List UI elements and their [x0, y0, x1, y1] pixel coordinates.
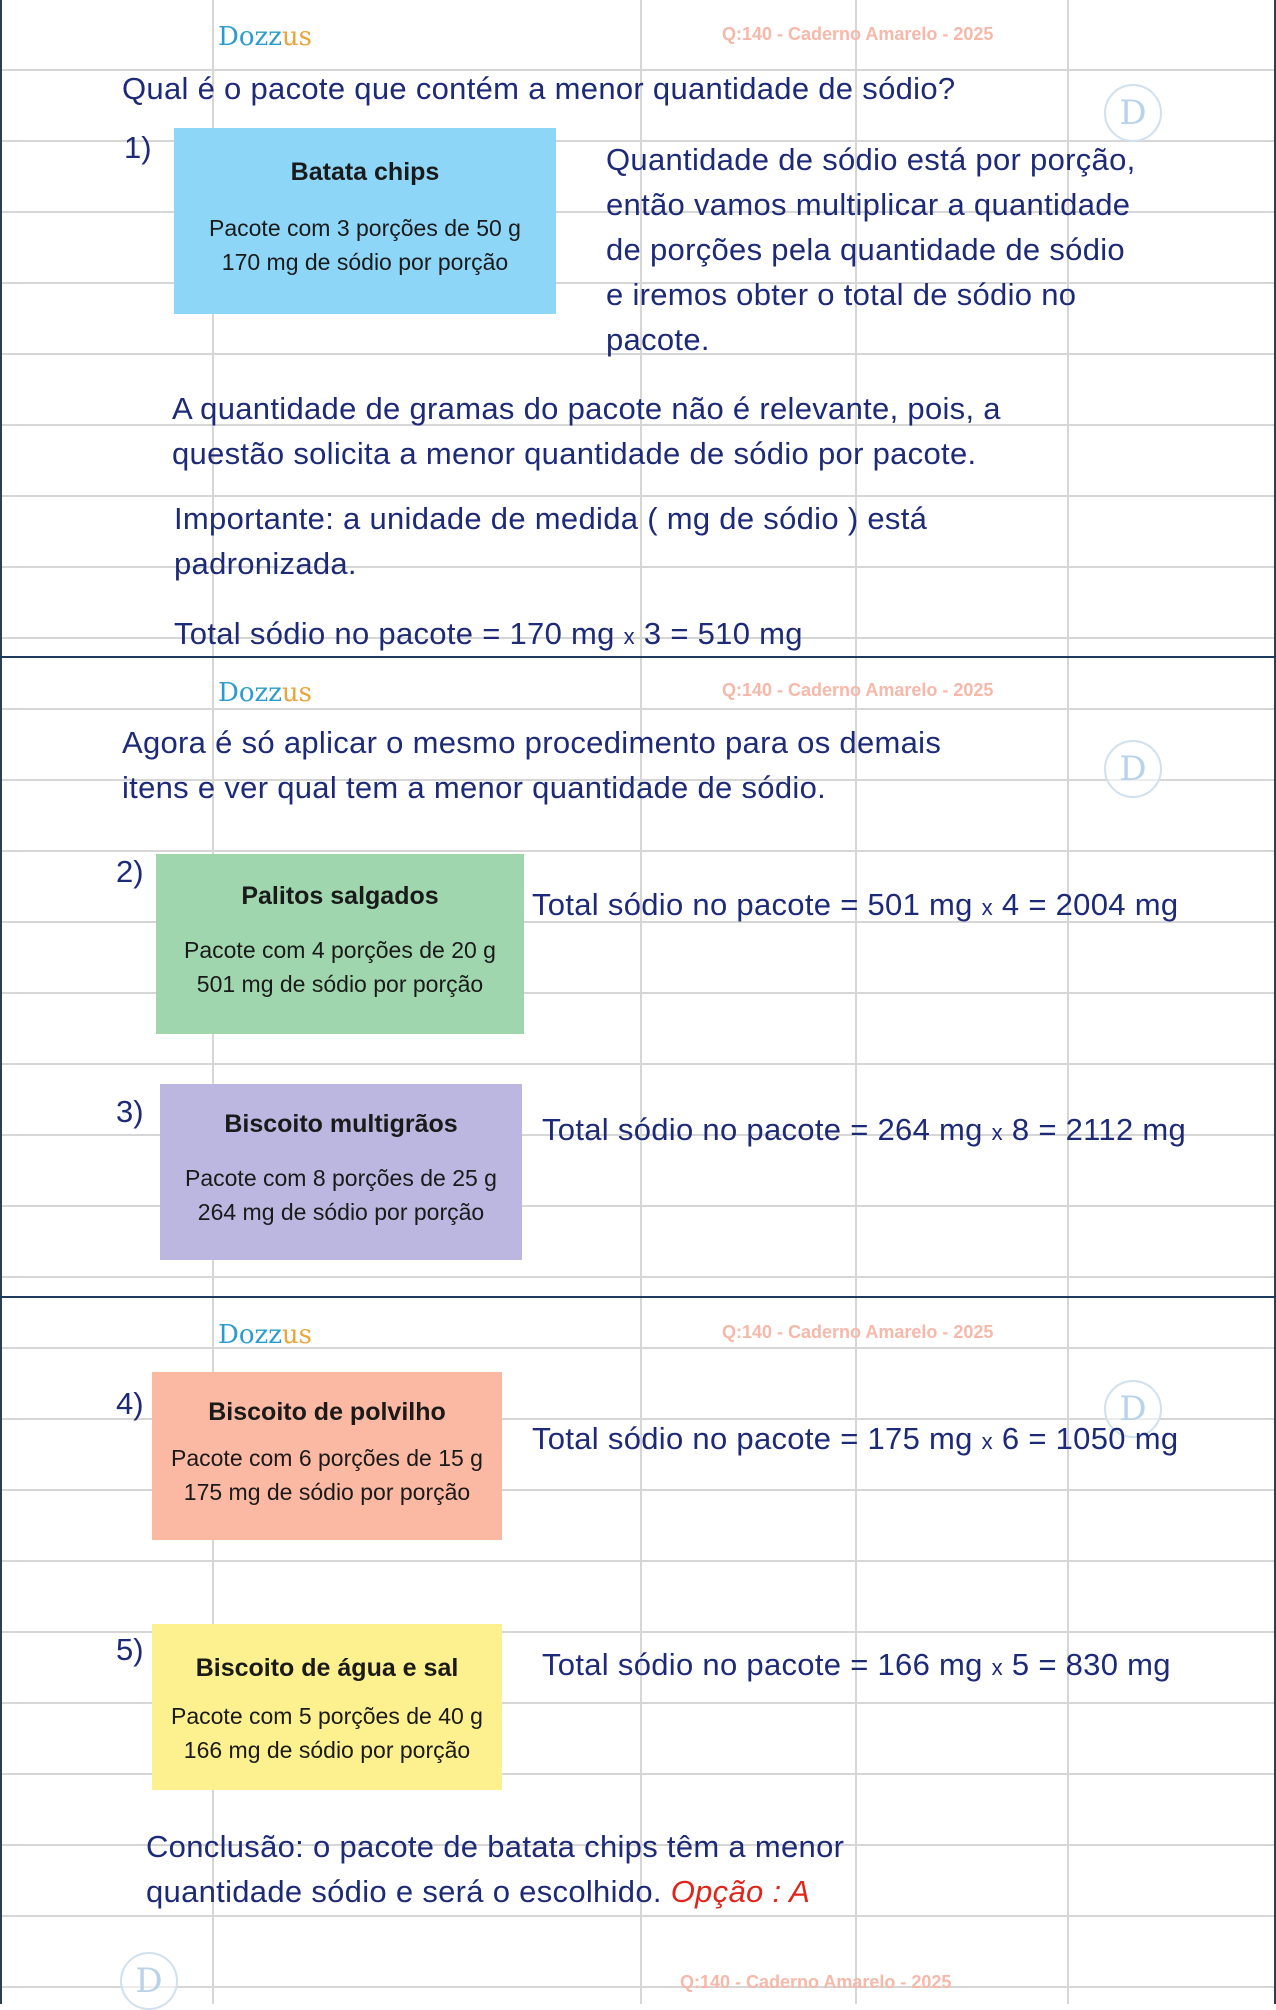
- card-palitos-salgados: [156, 854, 524, 1034]
- note-unit: [174, 496, 927, 586]
- explanation-line: Quantidade de sódio está por porção,: [606, 142, 1136, 177]
- total-sodium-1: Total sódio no pacote = 170 mg x 3 = 510 mg: [174, 616, 803, 651]
- explanation-line: então vamos multiplicar a quantidade: [606, 187, 1131, 222]
- conclusion-text: [146, 1824, 844, 1914]
- intro-line: itens e ver qual tem a menor quantidade de sódio.: [122, 770, 827, 805]
- section-separator: [0, 656, 1276, 658]
- explanation-line: de porções pela quantidade de sódio: [606, 232, 1125, 267]
- card-title: Biscoito multigrãos: [224, 1110, 458, 1138]
- section-separator: [0, 1296, 1276, 1298]
- brand-logo-text: Dozzus: [218, 22, 312, 52]
- d-watermark-icon: D: [1104, 740, 1162, 798]
- note-line: A quantidade de gramas do pacote não é relevante, pois, a: [172, 391, 1001, 426]
- item-number-2: 2): [116, 854, 144, 889]
- conclusion-line: Conclusão: o pacote de batata chips têm a menor: [146, 1829, 845, 1864]
- d-watermark-icon: D: [1104, 1380, 1162, 1438]
- brand-logo-text: Dozzus: [218, 1320, 312, 1350]
- item-number-5: 5): [116, 1632, 144, 1667]
- question-reference: Q:140 - Caderno Amarelo - 2025: [722, 24, 994, 44]
- total-sodium-2: Total sódio no pacote = 501 mg x 4 = 2004 mg: [532, 887, 1179, 922]
- question-text: Qual é o pacote que contém a menor quantidade de sódio?: [122, 71, 956, 106]
- card-portions: Pacote com 6 porções de 15 g: [171, 1445, 483, 1471]
- card-batata-chips: [174, 128, 556, 314]
- item-number-3: 3): [116, 1094, 144, 1129]
- question-reference: Q:140 - Caderno Amarelo - 2025: [722, 1322, 994, 1342]
- d-watermark-icon: D: [120, 1952, 178, 2010]
- card-biscoito-agua-sal: [152, 1624, 502, 1790]
- item-number-4: 4): [116, 1386, 144, 1421]
- card-portions: Pacote com 4 porções de 20 g: [184, 937, 496, 963]
- card-title: Biscoito de água e sal: [195, 1654, 459, 1682]
- card-title: Palitos salgados: [241, 882, 439, 910]
- card-title: Biscoito de polvilho: [208, 1398, 446, 1426]
- intro-text: [122, 720, 941, 810]
- explanation-line: pacote.: [606, 322, 710, 357]
- note-line: questão solicita a menor quantidade de sódio por pacote.: [172, 436, 977, 471]
- card-title: Batata chips: [290, 158, 440, 186]
- card-sodium: 175 mg de sódio por porção: [183, 1479, 471, 1505]
- card-sodium: 501 mg de sódio por porção: [196, 971, 484, 997]
- answer-option: Opção : A: [670, 1874, 811, 1909]
- intro-line: Agora é só aplicar o mesmo procedimento para os demais: [122, 725, 942, 760]
- explanation-line: e iremos obter o total de sódio no: [606, 277, 1077, 312]
- note-line: padronizada.: [174, 546, 357, 581]
- question-reference: Q:140 - Caderno Amarelo - 2025: [722, 680, 994, 700]
- card-sodium: 264 mg de sódio por porção: [197, 1199, 485, 1225]
- card-portions: Pacote com 3 porções de 50 g: [209, 215, 521, 241]
- explanation-text: [606, 137, 1136, 362]
- card-sodium: 166 mg de sódio por porção: [183, 1737, 471, 1763]
- note-line: Importante: a unidade de medida ( mg de sódio ) está: [174, 501, 928, 536]
- question-reference: Q:140 - Caderno Amarelo - 2025: [680, 1972, 952, 1992]
- page-border-left: [0, 0, 2, 2004]
- total-sodium-3: Total sódio no pacote = 264 mg x 8 = 2112 mg: [542, 1112, 1187, 1147]
- card-sodium: 170 mg de sódio por porção: [221, 249, 509, 275]
- note-grams: [172, 386, 1001, 476]
- total-sodium-5: Total sódio no pacote = 166 mg x 5 = 830 mg: [542, 1647, 1171, 1682]
- card-biscoito-polvilho: [152, 1372, 502, 1540]
- total-sodium-4: Total sódio no pacote = 175 mg x 6 = 1050 mg: [532, 1421, 1179, 1456]
- card-portions: Pacote com 8 porções de 25 g: [185, 1165, 497, 1191]
- brand-logo-text: Dozzus: [218, 678, 312, 708]
- card-biscoito-multigraos: [160, 1084, 522, 1260]
- conclusion-line: quantidade sódio e será o escolhido. Opção : A: [146, 1874, 811, 1909]
- item-number-1: 1): [124, 130, 152, 165]
- d-watermark-icon: D: [1104, 84, 1162, 142]
- card-portions: Pacote com 5 porções de 40 g: [171, 1703, 483, 1729]
